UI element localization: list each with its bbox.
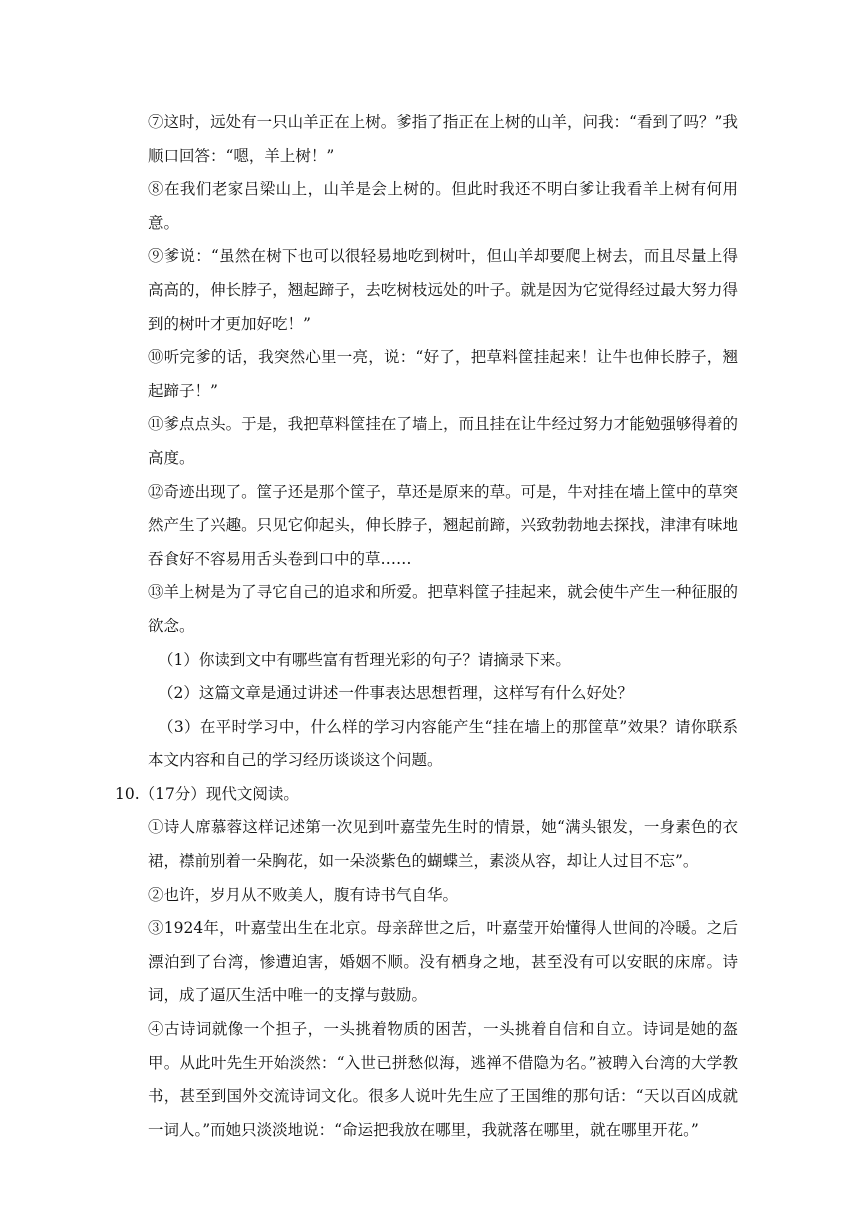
paragraph-11: ⑪爹点点头。于是，我把草料筐挂在了墙上，而且挂在让牛经过努力才能勉强够得着的高度。: [148, 415, 738, 467]
question-10-heading: 10.（17分）现代文阅读。: [115, 784, 299, 803]
paragraph-9: ⑨爹说：“虽然在树下也可以很轻易地吃到树叶，但山羊却要爬上树去，而且尽量上得高高的，伸长脖子，翘起蹄子，去吃树枝远处的叶子。就是因为它觉得经过最大努力得到的树叶才更加好吃！”: [148, 247, 738, 333]
paragraph-13: ⑬羊上树是为了寻它自己的追求和所爱。把草料筐子挂起来，就会使牛产生一种征服的欲念。: [148, 583, 738, 635]
paragraph-8: ⑧在我们老家吕梁山上，山羊是会上树的。但此时我还不明白爹让我看羊上树有何用意。: [148, 180, 738, 232]
sub-question-3: （3）在平时学习中，什么样的学习内容能产生“挂在墙上的那筐草”效果？请你联系本文内容和自己的学习经历谈谈这个问题。: [148, 717, 738, 770]
sub-question-2: （2）这篇文章是通过讲述一件事表达思想哲理，这样写有什么好处？: [158, 684, 633, 703]
passage-paragraph-2: ②也许，岁月从不败美人，腹有诗书气自华。: [148, 885, 459, 904]
paragraph-10: ⑩听完爹的话，我突然心里一亮，说：“好了，把草料筐挂起来！让牛也伸长脖子，翘起蹄子！”: [148, 348, 738, 400]
passage-paragraph-3: ③1924年，叶嘉莹出生在北京。母亲辞世之后，叶嘉莹开始懂得人世间的冷暖。之后漂泊到了台湾，惨遭迫害，婚姻不顺。没有栖身之地，甚至没有可以安眠的床席。诗词，成了逼仄生活中唯一的支撑与鼓励。: [148, 919, 738, 1005]
passage-paragraph-1: ①诗人席慕蓉这样记述第一次见到叶嘉莹先生时的情景，她“满头银发，一身素色的衣裙，襟前别着一朵胸花，如一朵淡紫色的蝴蝶兰，素淡从容，却让人过目不忘”。: [148, 818, 738, 871]
paragraph-7: ⑦这时，远处有一只山羊正在上树。爹指了指正在上树的山羊，问我：“看到了吗？”我顺口回答：“嗯，羊上树！”: [148, 113, 738, 165]
document-body: [115, 106, 738, 1147]
passage-paragraph-4: ④古诗词就像一个担子，一头挑着物质的困苦，一头挑着自信和自立。诗词是她的盔甲。从此叶先生开始淡然：“入世已拼愁似海，逃禅不借隐为名。”被聘入台湾的大学教书，甚至到国外交流诗词文化。很多人说叶先生应了王国维的那句话：“天以百凶成就一词人。”而她只淡淡地说：“命运把我放在哪里，我就落在哪里，就在哪里开花。”: [148, 1020, 738, 1139]
paragraph-12: ⑫奇迹出现了。筐子还是那个筐子，草还是原来的草。可是，牛对挂在墙上筐中的草突然产生了兴趣。只见它仰起头，伸长脖子，翘起前蹄，兴致勃勃地去探找，津津有味地吞食好不容易用舌头卷到口中的草……: [148, 482, 738, 568]
sub-question-1: （1）你读到文中有哪些富有哲理光彩的句子？请摘录下来。: [158, 650, 571, 669]
